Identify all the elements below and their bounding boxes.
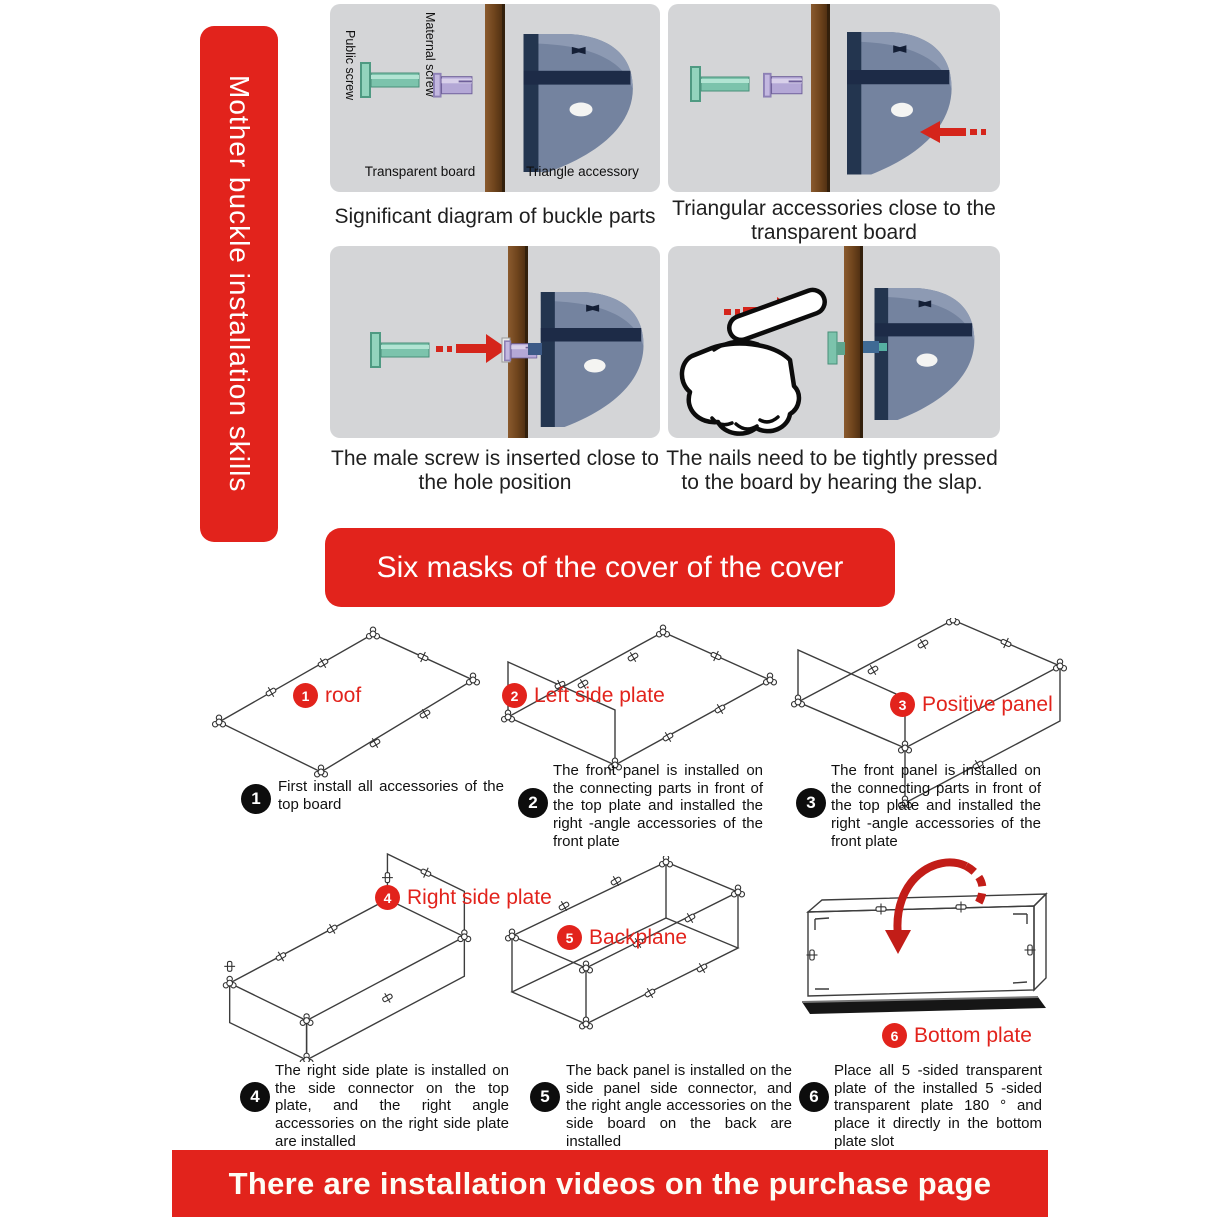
- female-screw-graphic: [763, 73, 802, 98]
- male-screw-graphic: [690, 66, 749, 102]
- step5-number-badge: 5: [530, 1082, 560, 1112]
- screw-tip: [528, 343, 542, 355]
- step6-label: [882, 1023, 1032, 1048]
- bottom-banner-text: There are installation videos on the purchase page: [228, 1165, 992, 1201]
- caption-accessory-close: Triangular accessories close to the transparent board: [672, 197, 996, 244]
- panel-screw-insert: [330, 246, 660, 438]
- triangle-accessory-graphic: [875, 288, 975, 420]
- panel-buckle-parts: [330, 4, 660, 192]
- step1-description: First install all accessories of the top board: [278, 778, 504, 813]
- step3-label-number: 3: [890, 692, 915, 717]
- side-title-banner: [200, 26, 278, 542]
- press-hand-illustration: [668, 246, 1000, 438]
- step2-label-number: 2: [502, 683, 527, 708]
- caption-press-hand: The nails need to be tightly pressed to the board by hearing the slap.: [666, 447, 998, 494]
- step4-description: The right side plate is installed on the side connector on the top plate, and the right angle accessories on the right side plate are installed: [275, 1062, 509, 1150]
- step3-label: [890, 692, 1053, 717]
- step3-description: The front panel is installed on the connecting parts in front of the top plate and installed the right -angle accessories of the front plate: [831, 762, 1041, 850]
- side-title-text: Mother buckle installation skills: [224, 75, 255, 493]
- step6-description: Place all 5 -sided transparent plate of the installed 5 -sided transparent plate 180 ° and place it directly in the bottom plate slot: [834, 1062, 1042, 1150]
- arrow-right-icon: [436, 334, 507, 363]
- step4-right-plate-diagram: [198, 850, 498, 1062]
- public-screw-label: Public screw: [343, 30, 357, 101]
- panel-press-hand: [668, 246, 1000, 438]
- step4-label-number: 4: [375, 885, 400, 910]
- step4-label-text: Right side plate: [407, 885, 552, 909]
- step5-label: [557, 925, 687, 950]
- screw-tip: [863, 341, 879, 353]
- maternal-screw-label: Maternal screw: [423, 12, 437, 97]
- step6-bottom-plate-diagram: [788, 850, 1080, 1028]
- step1-number-badge: 1: [241, 784, 271, 814]
- caption-screw-insert: The male screw is inserted close to the hole position: [331, 447, 659, 494]
- step5-label-number: 5: [557, 925, 582, 950]
- triangle-accessory-label: Triangle accessory: [526, 164, 639, 179]
- step6-number-badge: 6: [799, 1082, 829, 1112]
- six-masks-banner-text: Six masks of the cover of the cover: [376, 550, 844, 584]
- triangle-accessory-graphic: [524, 34, 633, 172]
- step5-label-text: Backplane: [589, 925, 688, 949]
- step4-number-badge: 4: [240, 1082, 270, 1112]
- screw-insert-illustration: [330, 246, 660, 438]
- step4-label: [375, 885, 552, 910]
- caption-buckle-parts: Significant diagram of buckle parts: [334, 205, 656, 228]
- thumb-hand-icon: [682, 287, 828, 434]
- triangle-accessory-graphic: [541, 292, 644, 427]
- flip-arrow-head: [885, 930, 911, 954]
- flip-arrow: [897, 862, 966, 936]
- six-masks-banner: [325, 528, 895, 607]
- step2-number-badge: 2: [518, 788, 548, 818]
- triangle-accessory-graphic: [847, 32, 952, 175]
- female-screw-graphic: [433, 73, 472, 98]
- step5-description: The back panel is installed on the side panel side connector, and the right angle accessories on the side board on the back are installed: [566, 1062, 792, 1150]
- male-screw-graphic: [370, 332, 429, 368]
- step2-label: [502, 683, 665, 708]
- step6-label-text: Bottom plate: [914, 1023, 1032, 1047]
- male-screw-graphic: [360, 62, 419, 98]
- step1-label-text: roof: [325, 683, 362, 707]
- step1-label: [293, 683, 361, 708]
- screw-head: [828, 332, 837, 364]
- step2-label-text: Left side plate: [534, 683, 665, 707]
- step6-label-number: 6: [882, 1023, 907, 1048]
- transparent-board-label: Transparent board: [364, 164, 476, 179]
- step1-label-number: 1: [293, 683, 318, 708]
- accessory-close-illustration: [668, 4, 1000, 192]
- panel-accessory-close: [668, 4, 1000, 192]
- step3-number-badge: 3: [796, 788, 826, 818]
- bottom-banner: [172, 1150, 1048, 1217]
- step2-description: The front panel is installed on the connecting parts in front of the top plate and installed the right -angle accessories of the front plate: [553, 762, 763, 850]
- step3-label-text: Positive panel: [922, 692, 1053, 716]
